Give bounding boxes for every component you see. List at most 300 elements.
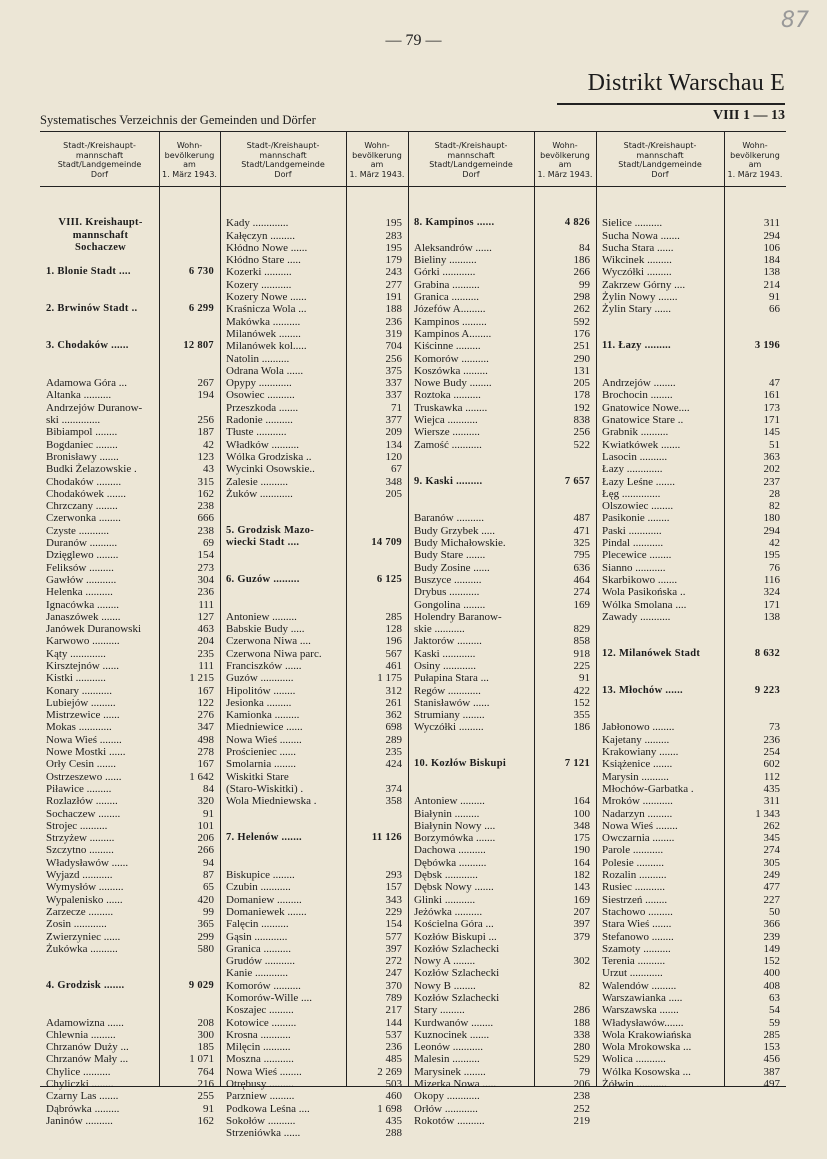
population-value: 50 bbox=[769, 905, 780, 918]
table-row bbox=[602, 439, 780, 451]
table-row bbox=[46, 943, 214, 955]
table-row bbox=[46, 353, 214, 365]
place-name: (Staro-Wiskitki) . bbox=[226, 782, 304, 795]
table-row bbox=[602, 217, 780, 229]
table-row bbox=[46, 1078, 214, 1090]
place-name: Wola Mrokowska ... bbox=[602, 1041, 692, 1054]
table-row bbox=[46, 1029, 214, 1041]
table-row bbox=[414, 943, 590, 955]
table-row bbox=[46, 525, 214, 537]
population-value: 602 bbox=[763, 758, 780, 771]
place-name: Mokas ............ bbox=[46, 721, 112, 734]
table-row bbox=[46, 783, 214, 795]
place-name: Otrębusy ......... bbox=[226, 1078, 294, 1091]
place-name: Józefów A......... bbox=[414, 303, 486, 316]
place-name: Strzyżew ......... bbox=[46, 832, 115, 845]
table-row bbox=[602, 783, 780, 795]
table-row bbox=[602, 574, 780, 586]
table-row bbox=[226, 685, 402, 697]
table-row bbox=[414, 426, 590, 438]
population-value: 288 bbox=[385, 1127, 402, 1140]
place-name: ski .............. bbox=[46, 414, 101, 427]
table-row bbox=[226, 611, 402, 623]
table-row bbox=[602, 476, 780, 488]
place-name: Zawady ........... bbox=[602, 610, 671, 623]
place-name: Szamoty .......... bbox=[602, 942, 671, 955]
table-row bbox=[602, 635, 780, 647]
table-row bbox=[414, 672, 590, 684]
population-value: 261 bbox=[385, 696, 402, 709]
population-value: 262 bbox=[763, 819, 780, 832]
table-row bbox=[414, 365, 590, 377]
table-row bbox=[46, 992, 214, 1004]
population-value: 497 bbox=[763, 1078, 780, 1091]
population-value: 76 bbox=[769, 561, 780, 574]
table-row bbox=[414, 1041, 590, 1053]
table-row bbox=[414, 931, 590, 943]
table-row bbox=[602, 303, 780, 315]
table-row bbox=[602, 525, 780, 537]
table-row bbox=[46, 586, 214, 598]
table-column-2 bbox=[226, 205, 402, 1140]
table-row bbox=[602, 820, 780, 832]
table-row bbox=[602, 1017, 780, 1029]
population-value: 111 bbox=[198, 598, 214, 611]
place-name: Miedniewice ...... bbox=[226, 721, 303, 734]
place-name: Dachowa .......... bbox=[414, 844, 486, 857]
table-row bbox=[602, 230, 780, 242]
place-name: Smolarnia ........ bbox=[226, 758, 296, 771]
place-name: Nowa Wieś ........ bbox=[226, 733, 302, 746]
table-row bbox=[226, 439, 402, 451]
place-name: Chodaków ......... bbox=[46, 475, 122, 488]
table-row bbox=[414, 1115, 590, 1127]
table-row bbox=[226, 254, 402, 266]
place-name: Kozłów Szlachecki bbox=[414, 992, 500, 1004]
population-value: 312 bbox=[385, 684, 402, 697]
table-row bbox=[414, 574, 590, 586]
place-name: Lubiejów ......... bbox=[46, 696, 116, 709]
table-row bbox=[414, 414, 590, 426]
place-name: Sucha Nowa ....... bbox=[602, 229, 680, 242]
place-name: Radonie .......... bbox=[226, 414, 293, 427]
place-name: 13. Młochów ...... bbox=[602, 684, 683, 696]
population-value: 134 bbox=[385, 438, 402, 451]
page-number: — 79 — bbox=[385, 32, 442, 49]
place-name: Łazy ............. bbox=[602, 463, 663, 476]
table-row bbox=[414, 266, 590, 278]
place-name: Nowa Wieś ........ bbox=[226, 1065, 302, 1078]
place-name: Białynin ......... bbox=[414, 807, 480, 820]
place-name: Nowe Mostki ...... bbox=[46, 746, 126, 759]
place-name: Chodakówek ....... bbox=[46, 487, 127, 500]
table-row bbox=[414, 525, 590, 537]
place-name: 9. Kaski ......... bbox=[414, 475, 483, 487]
table-row bbox=[46, 1053, 214, 1065]
place-name: Baranów .......... bbox=[414, 512, 484, 525]
table-row bbox=[414, 623, 590, 635]
place-name: Stachowo ......... bbox=[602, 905, 673, 918]
table-row bbox=[46, 279, 214, 291]
table-row bbox=[602, 537, 780, 549]
table-row bbox=[46, 537, 214, 549]
place-name: Prościeniec ...... bbox=[226, 746, 296, 759]
table-row bbox=[46, 771, 214, 783]
table-row bbox=[602, 795, 780, 807]
population-value: 485 bbox=[385, 1053, 402, 1066]
place-name: Stefanowo ........ bbox=[602, 930, 674, 943]
table-row bbox=[602, 623, 780, 635]
table-row bbox=[226, 512, 402, 524]
place-name: Kamionka ......... bbox=[226, 709, 300, 722]
place-name: Konary ........... bbox=[46, 684, 112, 697]
population-value: 256 bbox=[573, 426, 590, 439]
population-value: 256 bbox=[197, 414, 214, 427]
place-name: Chylice .......... bbox=[46, 1065, 111, 1078]
table-row bbox=[46, 906, 214, 918]
population-value: 267 bbox=[197, 377, 214, 390]
table-row bbox=[602, 857, 780, 869]
table-row bbox=[226, 955, 402, 967]
place-name: Budy Stare ....... bbox=[414, 549, 486, 562]
population-value: 167 bbox=[197, 758, 214, 771]
population-value: 358 bbox=[385, 795, 402, 808]
population-value: 858 bbox=[573, 635, 590, 648]
place-name: Władysławów....... bbox=[602, 1016, 684, 1029]
place-name: 3. Chodaków ...... bbox=[46, 340, 129, 352]
table-row bbox=[226, 820, 402, 832]
population-value: 122 bbox=[197, 696, 214, 709]
table-row bbox=[414, 844, 590, 856]
population-value: 71 bbox=[391, 401, 402, 414]
table-row bbox=[226, 635, 402, 647]
population-value: 91 bbox=[203, 1102, 214, 1115]
table-column-4 bbox=[602, 205, 780, 1090]
population-value: 209 bbox=[385, 426, 402, 439]
table-row bbox=[602, 377, 780, 389]
population-value: 379 bbox=[573, 930, 590, 943]
place-name: Duranów .......... bbox=[46, 537, 118, 550]
population-value: 325 bbox=[573, 537, 590, 550]
population-value: 435 bbox=[385, 1114, 402, 1127]
place-name: Żuków ............ bbox=[226, 487, 293, 500]
table-row bbox=[602, 648, 780, 660]
place-name: Adamowa Góra ... bbox=[46, 377, 127, 390]
place-name: Kajetany ......... bbox=[602, 733, 670, 746]
place-name: Kaski ............ bbox=[414, 647, 476, 660]
table-row bbox=[602, 205, 780, 217]
place-name: Kampinos A........ bbox=[414, 327, 492, 340]
place-name: Bogdaniec ........ bbox=[46, 438, 118, 451]
population-value: 698 bbox=[385, 721, 402, 734]
place-name: Zamość ........... bbox=[414, 438, 482, 451]
table-row bbox=[46, 611, 214, 623]
table-row bbox=[226, 291, 402, 303]
place-name: Hipolitów ........ bbox=[226, 684, 296, 697]
place-name: Orłów ............ bbox=[414, 1102, 478, 1115]
place-name: Roztoka .......... bbox=[414, 389, 481, 402]
population-value: 227 bbox=[763, 893, 780, 906]
place-name: Kozery ........... bbox=[226, 278, 292, 291]
table-row bbox=[226, 648, 402, 660]
place-name: Antoniew ......... bbox=[226, 610, 297, 623]
table-row bbox=[602, 500, 780, 512]
table-row bbox=[46, 709, 214, 721]
table-row bbox=[414, 648, 590, 660]
population-value: 65 bbox=[203, 881, 214, 894]
place-name: Grabnik .......... bbox=[602, 426, 669, 439]
place-name: Czerwona Niwa parc. bbox=[226, 647, 322, 660]
population-value: 285 bbox=[385, 610, 402, 623]
table-row bbox=[226, 857, 402, 869]
place-name: Wypalenisko ...... bbox=[46, 893, 123, 906]
place-name: 6. Guzów ......... bbox=[226, 573, 300, 585]
population-value: 162 bbox=[197, 487, 214, 500]
population-value: 471 bbox=[573, 524, 590, 537]
place-name: Kłódno Nowe ...... bbox=[226, 241, 308, 254]
table-row bbox=[46, 808, 214, 820]
table-row bbox=[602, 746, 780, 758]
table-row bbox=[414, 389, 590, 401]
population-value: 63 bbox=[769, 992, 780, 1004]
table-row bbox=[414, 857, 590, 869]
population-value: 42 bbox=[769, 537, 780, 550]
table-row bbox=[46, 574, 214, 586]
population-value: 838 bbox=[573, 414, 590, 427]
district-title: Distrikt Warschau E bbox=[587, 70, 785, 96]
table-row bbox=[414, 279, 590, 291]
place-name: Wiskitki Stare bbox=[226, 770, 289, 783]
table-row bbox=[46, 918, 214, 930]
place-name: Guzów ............ bbox=[226, 672, 294, 685]
population-value: 348 bbox=[385, 475, 402, 488]
table-row bbox=[602, 697, 780, 709]
place-name: Kraśnicza Wola ... bbox=[226, 303, 307, 316]
population-value: 283 bbox=[385, 229, 402, 242]
table-row bbox=[414, 795, 590, 807]
place-name: Bronisławy ....... bbox=[46, 450, 119, 463]
place-name: Zalesie .......... bbox=[226, 475, 289, 488]
population-value: 247 bbox=[385, 967, 402, 980]
table-row bbox=[414, 463, 590, 475]
column-divider bbox=[220, 132, 221, 1086]
population-value: 111 bbox=[198, 659, 214, 672]
population-value: 387 bbox=[763, 1065, 780, 1078]
table-row bbox=[602, 586, 780, 598]
population-value: 238 bbox=[197, 524, 214, 537]
table-row bbox=[602, 931, 780, 943]
place-name: Żółwin ........... bbox=[602, 1078, 667, 1091]
population-value: 180 bbox=[763, 512, 780, 525]
table-row bbox=[46, 685, 214, 697]
table-row bbox=[226, 844, 402, 856]
table-row bbox=[46, 389, 214, 401]
population-value: 43 bbox=[203, 463, 214, 476]
header-population-3: Wohn- bevölkerung am 1. März 1943. bbox=[537, 141, 593, 179]
population-value: 6 125 bbox=[376, 573, 402, 585]
table-row bbox=[414, 512, 590, 524]
table-row bbox=[602, 1066, 780, 1078]
place-name: Granica .......... bbox=[414, 291, 480, 304]
place-name: Kady ............. bbox=[226, 217, 289, 230]
population-value: 238 bbox=[573, 1090, 590, 1103]
population-value: 116 bbox=[763, 573, 780, 586]
table-row bbox=[602, 402, 780, 414]
population-value: 188 bbox=[385, 303, 402, 316]
table-row bbox=[602, 844, 780, 856]
place-name: Książenice ....... bbox=[602, 758, 673, 771]
place-name: Nowa Wieś ........ bbox=[46, 733, 122, 746]
place-name: Siestrzeń ........ bbox=[602, 893, 668, 906]
place-name: Wólka Smolana .... bbox=[602, 598, 687, 611]
place-name: Zakrzew Górny .... bbox=[602, 278, 686, 291]
table-column-1 bbox=[46, 205, 214, 1127]
population-value: 145 bbox=[763, 426, 780, 439]
population-value: 487 bbox=[573, 512, 590, 525]
table-row bbox=[414, 832, 590, 844]
table-row bbox=[414, 1017, 590, 1029]
place-name: Łęg .............. bbox=[602, 487, 661, 500]
place-name: wiecki Stadt .... bbox=[226, 537, 300, 549]
population-value: 274 bbox=[573, 586, 590, 599]
table-row bbox=[46, 365, 214, 377]
place-name: Parole ........... bbox=[602, 844, 664, 857]
place-name: Warszawianka ..... bbox=[602, 992, 683, 1004]
table-row bbox=[602, 340, 780, 352]
header-name-4: Stadt-/Kreishaupt- mannschaft Stadt/Landgemeinde Dorf bbox=[618, 141, 702, 179]
table-row bbox=[226, 1066, 402, 1078]
place-name: Piławice ......... bbox=[46, 782, 112, 795]
population-value: 324 bbox=[763, 586, 780, 599]
table-row bbox=[602, 721, 780, 733]
population-value: 73 bbox=[769, 721, 780, 734]
population-value: 186 bbox=[573, 721, 590, 734]
place-name: Regów ............ bbox=[414, 684, 481, 697]
table-row bbox=[226, 1115, 402, 1127]
place-name: Władysławów ...... bbox=[46, 856, 129, 869]
table-row bbox=[46, 414, 214, 426]
population-value: 7 657 bbox=[564, 475, 590, 487]
population-value: 400 bbox=[763, 967, 780, 980]
place-name: Domaniew ......... bbox=[226, 893, 302, 906]
place-name: Sielice .......... bbox=[602, 217, 663, 230]
place-name: Mroków ........... bbox=[602, 795, 673, 808]
place-name: Zarzecze ......... bbox=[46, 905, 114, 918]
place-name: Brochocin ........ bbox=[602, 389, 673, 402]
population-value: 42 bbox=[203, 438, 214, 451]
table-row bbox=[46, 820, 214, 832]
table-row bbox=[46, 832, 214, 844]
table-row bbox=[226, 599, 402, 611]
population-value: 362 bbox=[385, 709, 402, 722]
table-row bbox=[602, 562, 780, 574]
table-row bbox=[414, 635, 590, 647]
table-row bbox=[46, 1115, 214, 1127]
place-name: Sucha Stara ...... bbox=[602, 241, 674, 254]
place-name: Falęcin .......... bbox=[226, 918, 289, 931]
table-row bbox=[602, 266, 780, 278]
place-name: Biskupice ........ bbox=[226, 869, 295, 882]
table-row bbox=[602, 980, 780, 992]
place-name: Walendów ......... bbox=[602, 979, 677, 992]
place-name: Nowe Budy ........ bbox=[414, 377, 492, 390]
population-value: 236 bbox=[385, 315, 402, 328]
place-name: Holendry Baranow- bbox=[414, 610, 502, 623]
population-value: 154 bbox=[197, 549, 214, 562]
population-value: 14 709 bbox=[371, 537, 402, 549]
table-row bbox=[46, 894, 214, 906]
table-row bbox=[226, 402, 402, 414]
place-name: Nowa Wieś ........ bbox=[602, 819, 678, 832]
table-row bbox=[46, 230, 214, 242]
population-value: 128 bbox=[385, 623, 402, 636]
table-row bbox=[226, 242, 402, 254]
place-name: Gongolina ........ bbox=[414, 598, 486, 611]
table-row bbox=[226, 672, 402, 684]
population-value: 205 bbox=[385, 487, 402, 500]
place-name: Rusiec ........... bbox=[602, 881, 665, 894]
place-name: Opypy ............ bbox=[226, 377, 292, 390]
place-name: Orły Cesin ....... bbox=[46, 758, 116, 771]
table-row bbox=[46, 1004, 214, 1016]
table-row bbox=[602, 808, 780, 820]
place-name: Skarbikowo ....... bbox=[602, 573, 678, 586]
population-value: 503 bbox=[385, 1078, 402, 1091]
table-row bbox=[226, 1127, 402, 1139]
place-name: Kotowice ......... bbox=[226, 1016, 297, 1029]
table-row bbox=[46, 439, 214, 451]
table-row bbox=[226, 943, 402, 955]
place-name: Aleksandrów ...... bbox=[414, 241, 492, 254]
population-value: 464 bbox=[573, 573, 590, 586]
table-row bbox=[414, 586, 590, 598]
table-row bbox=[602, 463, 780, 475]
population-value: 161 bbox=[763, 389, 780, 402]
place-name: Chrzanów Duży ... bbox=[46, 1041, 129, 1054]
table-row bbox=[602, 599, 780, 611]
place-name: Paski ............ bbox=[602, 524, 662, 537]
population-value: 9 223 bbox=[754, 684, 780, 696]
table-row bbox=[226, 266, 402, 278]
population-value: 91 bbox=[579, 672, 590, 685]
place-name: Osiny ............ bbox=[414, 659, 477, 672]
table-row bbox=[602, 672, 780, 684]
table-row bbox=[414, 328, 590, 340]
place-name: Adamowizna ...... bbox=[46, 1016, 124, 1029]
population-value: 176 bbox=[573, 327, 590, 340]
population-value: 420 bbox=[197, 893, 214, 906]
place-name: Wola Miedniewska . bbox=[226, 795, 317, 808]
table-row bbox=[46, 1017, 214, 1029]
place-name: Marysin .......... bbox=[602, 770, 669, 783]
place-name: skie ........... bbox=[414, 623, 465, 636]
place-name: Żylin Stary ...... bbox=[602, 303, 672, 316]
table-row bbox=[226, 1029, 402, 1041]
table-row bbox=[602, 328, 780, 340]
subtitle: Systematisches Verzeichnis der Gemeinden und Dörfer bbox=[40, 113, 316, 127]
table-row bbox=[226, 721, 402, 733]
population-value: 345 bbox=[763, 832, 780, 845]
place-name: Plecewice ........ bbox=[602, 549, 672, 562]
table-row bbox=[414, 894, 590, 906]
place-name: Koszówka ......... bbox=[414, 364, 488, 377]
population-value: 477 bbox=[763, 881, 780, 894]
population-value: 355 bbox=[573, 709, 590, 722]
place-name: Strumiany ........ bbox=[414, 709, 485, 722]
table-row bbox=[602, 771, 780, 783]
table-row bbox=[226, 1090, 402, 1102]
population-value: 374 bbox=[385, 782, 402, 795]
